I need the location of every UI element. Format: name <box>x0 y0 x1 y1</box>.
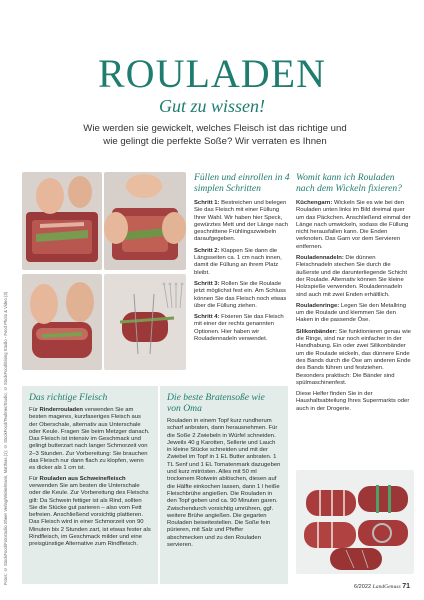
page-number: 71 <box>402 583 410 590</box>
sauce-box <box>160 386 288 584</box>
step-3-text: Schritt 3: Rollen Sie die Roulade jetzt möglichst fest ein. Am Schluss können Sie das Fleisch noch etwas über die Füllung ziehen. <box>194 280 287 309</box>
fixing-ringe: Rouladenringe: Legen Sie den Metallring um die Roulade und klemmen Sie den Haken in die passende Öse. <box>296 302 407 324</box>
tied-rouladen-photo <box>296 470 414 574</box>
fixing-silikon: Silikonbänder: Sie funktionieren genau wie die Ringe, sind nur noch einfacher in der Handhabung. Ein oder zwei Silikonbänder um die Roulade wickeln, das dünnere Ende des Bands durch die Öse am anderen Ende des Bands führen und festziehen. Besonders praktisch: Die Bänder sind spülmaschinenfest. <box>296 328 411 386</box>
fixing-garn: Küchengarn: Wickeln Sie es wie bei den Rouladen unten links im Bild dreimal quer um das Päckchen. Anschließend einmal der Länge nach umwickeln, sodass die Füllung nicht herausfallen kann. Die Enden verknoten. Das Garn vor dem Servieren entfernen. <box>296 200 411 250</box>
step-2-text: Schritt 2: Klappen Sie dann die Längsseiten ca. 1 cm nach innen, damit die Füllung an ihrem Platz bleibt. <box>194 247 282 276</box>
step-3-photo <box>22 274 102 370</box>
step-1-photo <box>22 172 102 270</box>
fixing-column <box>296 172 412 417</box>
meat-text-beef: Für Rinderrouladen verwenden Sie am besten mageres, kurzfaseriges Fleisch aus der Oberschale, alternativ aus Unterschale oder Keule. Fragen Sie beim Metzger danach. Das Fleisch ist intensiv im Geschmack und gelingt butterzart nach langer Schmorzeit von 2–3 Stunden. Zur Vorbereitung: Sie brauchen das Fleisch nur dann flach zu klopfen, wenn es dicker als 1 cm ist. <box>29 407 150 472</box>
step-2-photo <box>104 172 186 270</box>
page-subtitle: Gut zu wissen! <box>158 96 265 116</box>
steps-heading: Füllen und einrollen in 4 simplen Schritten <box>194 172 290 194</box>
meat-text-pork: Für Rouladen aus Schweinefleisch verwenden Sie am besten die Unterschale oder die Keule. Zur Vorbereitung des Fleischs gilt: Da Schwein fettiger ist als Rind, sollten Sie die Stücke gut parieren – also vom Fett befreien. Anschließend vorsichtig plattieren. Das Fleisch wird in einer Schmorzeit von 90 Minuten bis 2 Stunden zart, ist etwas fester als Rindfleisch, im Geschmack milder und eine preisgünstige Alternative zum Rindfleisch. <box>29 475 151 548</box>
sauce-text: Rouladen in einem Topf kurz rundherum scharf anbraten, dann herausnehmen. Für die Soße 2 Zwiebeln in Würfel schneiden. Jeweils 40 g Karotten, Sellerie und Lauch in kleine Stücke schneiden und mit der Zwiebel im Topf in 1 EL Butter anbraten. 1 TL Senf und 1 EL Tomatenmark dazugeben und kurz mitrösten. Alles mit 50 ml trockenem Rotwein ablöschen, diesen auf die Hälfte einkochen lassen, dann 1 l heiße Fleischbrühe angießen. Die Rouladen in den Topf geben und ca. 90 Minuten garen. Zwischendurch vorsichtig umrühren, ggf. weitere Brühe angießen. Die gegarten Rouladen beiseitestellen. Die Soße fein pürieren, mit Salz und Pfeffer abschmecken und zu den Rouladen servieren. <box>167 418 281 549</box>
meat-box <box>22 386 158 584</box>
fixing-nadeln: Rouladennadeln: Die dünnen Fleischnadeln stechen Sie durch die äußerste und die darunterliegende Schicht der Roulade. Alternativ können Sie kleine Holzspieße verwenden. Rouladennadeln sind auch mit zwei Enden erhältlich. <box>296 255 408 298</box>
step-4-text: Schritt 4: Fixieren Sie das Fleisch mit einer der rechts genannten Optionen. Hier haben wir Rouladennadeln verwendet. <box>194 314 284 343</box>
magazine-name: LandGenuss <box>372 584 401 590</box>
issue-number: 6/2022 <box>353 584 372 590</box>
fixing-note: Diese Helfer finden Sie in der Haushaltsabteilung Ihres Supermarkts oder auch in der Drogerie. <box>296 391 410 412</box>
photo-credit: Fotos: © StockFood/Fotostudio Sheer Verlag/Winkelmann, Matthias (1); © StockFood/Teubner/Studio; © StockFood/Eising Studio - Food Photo & Video (3) <box>3 291 8 585</box>
page-title: ROULADEN <box>98 51 326 96</box>
step-4-photo <box>104 274 186 370</box>
meat-heading: Das richtige Fleisch <box>29 392 108 403</box>
page-footer <box>354 583 410 590</box>
step-1-text: Schritt 1: Bestreichen und belegen Sie das Fleisch mit einer Füllung Ihrer Wahl. Wir haben hier Speck, gewürztes Mett und der Länge nach geschnittene Frühlingszwiebeln daraufgegeben. <box>194 200 288 243</box>
lead-text: Wie werden sie gewickelt, welches Fleisch ist das richtige und wie gelingt die perfekte Soße? Wir verraten es Ihnen <box>83 123 347 147</box>
sauce-heading: Die beste Bratensoße wie von Oma <box>167 392 265 414</box>
fixing-heading: Womit kann ich Rouladen nach dem Wickeln fixieren? <box>296 172 402 194</box>
steps-column <box>194 172 290 347</box>
